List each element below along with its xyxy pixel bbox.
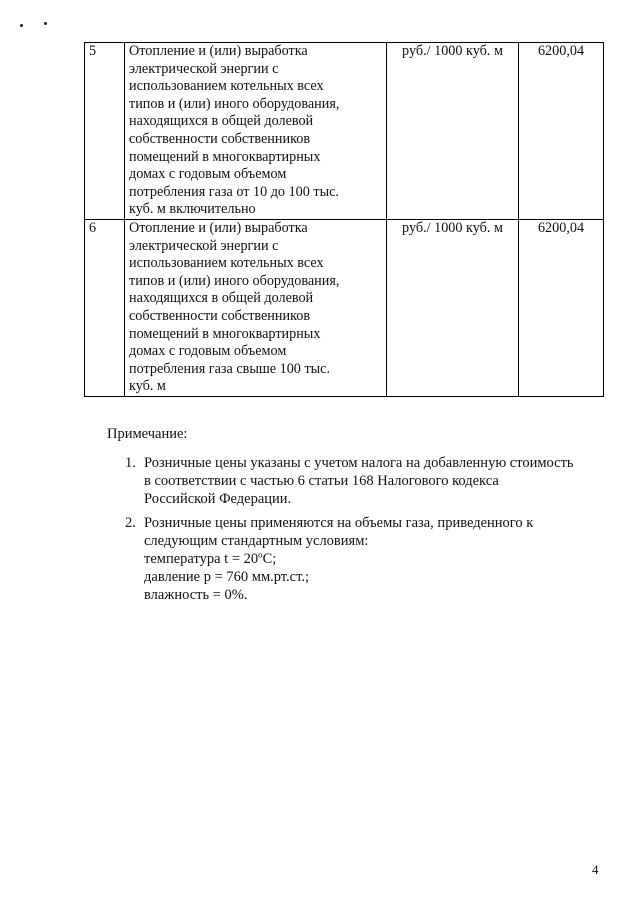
row-number: 6	[85, 219, 125, 396]
page-number: 4	[592, 862, 599, 877]
scan-mark	[20, 24, 23, 27]
table-row	[85, 219, 604, 396]
row-number: 5	[85, 43, 125, 220]
list-item-number: 2.	[125, 514, 136, 531]
row-unit: руб./ 1000 куб. м	[387, 43, 519, 220]
scan-mark	[44, 22, 47, 25]
row-price: 6200,04	[519, 43, 604, 220]
table-row	[85, 43, 604, 220]
row-unit: руб./ 1000 куб. м	[387, 219, 519, 396]
list-item	[125, 514, 605, 605]
row-price: 6200,04	[519, 219, 604, 396]
note-list	[125, 454, 605, 605]
note-title: Примечание:	[107, 426, 188, 442]
list-item-text: Розничные цены применяются на объемы газа, приведенного к следующим стандартным условиям: температура t = 20ºС; давление р = 760 мм.рт.ст.; влажность = 0%.	[144, 514, 534, 604]
row-description: Отопление и (или) выработка электрической энергии с использованием котельных всех типов и (или) иного оборудования, находящихся в общей долевой собственности собственников помещений в многоквартирных домах с годовым объемом потребления газа от 10 до 100 тыс. куб. м включительно	[125, 43, 387, 220]
tariff-table	[84, 42, 604, 397]
list-item-number: 1.	[125, 455, 136, 471]
list-item-text: Розничные цены указаны с учетом налога на добавленную стоимость в соответствии с частью 6 статьи 168 Налогового кодекса Российской Федерации.	[144, 455, 574, 508]
list-item	[125, 454, 605, 509]
row-description: Отопление и (или) выработка электрической энергии с использованием котельных всех типов и (или) иного оборудования, находящихся в общей долевой собственности собственников помещений в многоквартирных домах с годовым объемом потребления газа свыше 100 тыс. куб. м	[125, 219, 387, 396]
